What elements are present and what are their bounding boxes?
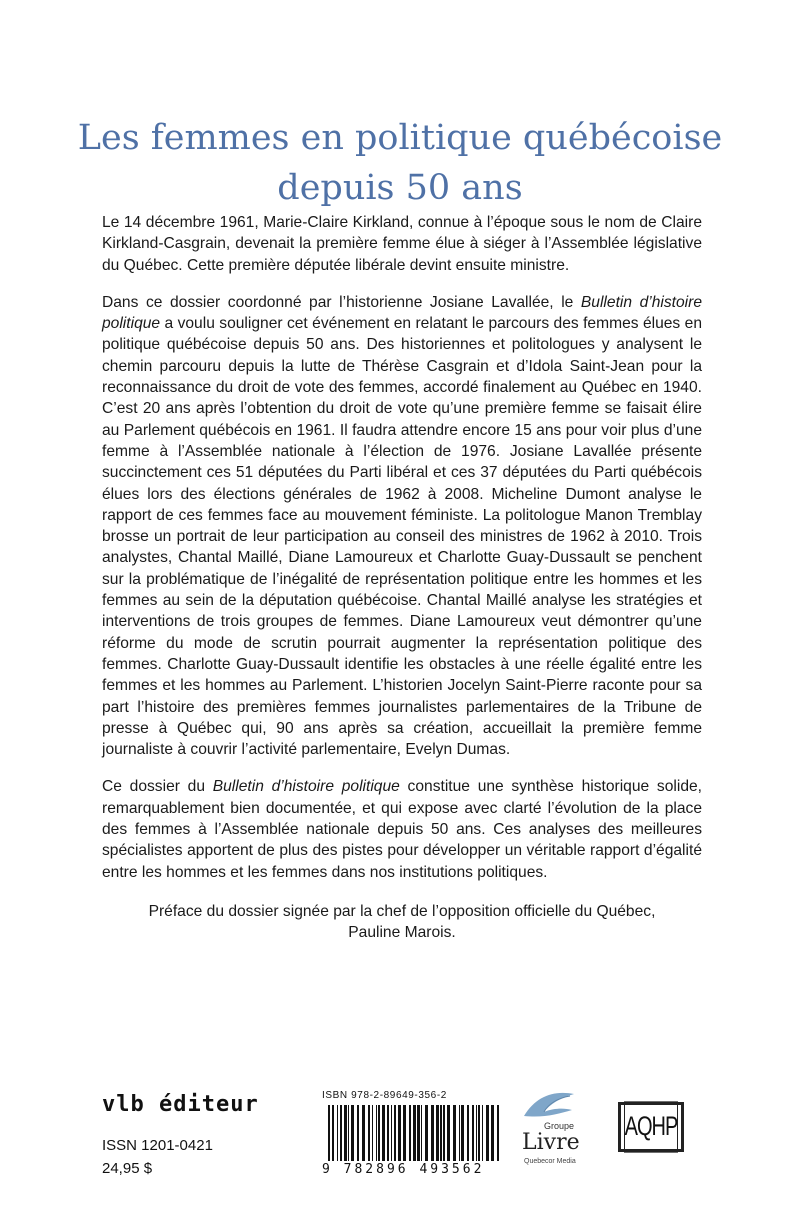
- description-body: [102, 212, 702, 960]
- title-line-2: depuis 50 ans: [277, 168, 523, 209]
- barcode-bar: [447, 1105, 450, 1161]
- issn-number: ISSN 1201-0421: [102, 1137, 213, 1154]
- barcode-bar: [417, 1105, 420, 1161]
- paragraph-synthesis: [102, 776, 702, 882]
- barcode-bar: [344, 1105, 347, 1161]
- barcode-bar: [394, 1105, 396, 1161]
- quebecor-label: Quebecor Media: [524, 1158, 576, 1165]
- barcode-bar: [476, 1105, 477, 1161]
- barcode-bar: [491, 1105, 494, 1161]
- barcode-bar: [376, 1105, 377, 1161]
- barcode-bar: [337, 1105, 338, 1161]
- barcode-bar: [351, 1105, 354, 1161]
- aqhp-label: AQHP: [624, 1101, 678, 1152]
- barcode-bar: [391, 1105, 392, 1161]
- p3-text-before: Ce dossier du: [102, 778, 213, 796]
- barcode-bar: [372, 1105, 373, 1161]
- barcode-digits: 9 782896 493562: [322, 1162, 485, 1177]
- p3-text-after: constitue une synthèse historique solide, remarquablement bien documentée, et qui expose avec clarté l’évolution de la place des femmes à l’Assemblée nationale depuis 50 ans. Ces analyses des meilleures spécialistes apportent de plus des pistes pour développer un véritable rapport d’égalité entre les hommes et les femmes dans nos institutions politiques.: [102, 778, 702, 881]
- isbn-label: ISBN 978-2-89649-356-2: [322, 1090, 447, 1101]
- price: 24,95 $: [102, 1160, 153, 1177]
- preface-credit: [102, 901, 702, 944]
- aqhp-logo: [618, 1102, 684, 1152]
- preface-credit-line-2: Pauline Marois.: [348, 924, 456, 942]
- barcode-bar: [478, 1105, 480, 1161]
- paragraph-intro: Le 14 décembre 1961, Marie-Claire Kirkland, connue à l’époque sous le nom de Claire Kirkland-Casgrain, devenait la première femme élue à siéger à l’Assemblée législative du Québec. Cette première députée libérale devint ensuite ministre.: [102, 214, 702, 274]
- isbn-barcode: [322, 1090, 506, 1177]
- groupe-label: Groupe: [544, 1121, 575, 1131]
- vlb-editeur-logo: vlb éditeur: [102, 1092, 259, 1117]
- groupe-livre-logo: [514, 1086, 592, 1172]
- barcode-bars-icon: [322, 1105, 506, 1161]
- barcode-bar: [340, 1105, 342, 1161]
- livre-label: Livre: [522, 1130, 580, 1155]
- barcode-bar: [467, 1105, 469, 1161]
- barcode-bar: [348, 1105, 349, 1161]
- barcode-bar: [332, 1105, 334, 1161]
- p2-text-after: a voulu souligner cet événement en relatant le parcours des femmes élues en politique québécoise depuis 50 ans. Des historiennes et politologues y analysent le chemin parcouru depuis la lutte de Thérèse Casgrain et d’Idola Saint-Jean pour la reconnaissance du droit de vote des femmes, accordé finalement au Québec en 1940. C’est 20 ans après l’obtention du droit de vote qu’une première femme se faisait élire au Parlement québécois en 1961. Il faudra attendre encore 15 ans pour voir plus d’une femme à l’Assemblée nationale à l’élection de 1976. Josiane Lavallée présente succinctement ces 51 députées du Parti libéral et ces 37 députées du Parti québécois élues lors des élections générales de 1962 à 2008. Micheline Dumont analyse le rapport de ces femmes face au mouvement féministe. La politologue Manon Tremblay brosse un portrait de leur participation au conseil des ministres de 1962 à 2010. Trois analystes, Chantal Maillé, Diane Lamoureux et Charlotte Guay-Dussault se penchent sur la problématique de l’inégalité de représentation politique entre les hommes et les femmes au sein de la députation québécoise. Chantal Maillé analyse les stratégies et interventions de trois groupes de femmes. Diane Lamoureux veut démontrer qu’une réforme du mode de scrutin pourrait augmenter la représentation politique des femmes. Charlotte Guay-Dussault identifie les obstacles à une réelle égalité entre les femmes et les hommes au Parlement. L’historien Jocelyn Saint-Pierre raconte pour sa part l’histoire des premières femmes journalistes parlementaires de la Tribune de presse à Québec qui, 90 ans après sa création, accueillait la première femme journaliste à couvrir l’activité parlementaire, Evelyn Dumas.: [102, 315, 702, 759]
- barcode-bar: [443, 1105, 445, 1161]
- p3-bulletin-title: Bulletin d’histoire politique: [212, 778, 400, 796]
- publisher-info: [102, 1092, 302, 1177]
- barcode-bar: [497, 1105, 499, 1161]
- barcode-bar: [409, 1105, 411, 1161]
- barcode-bar: [486, 1105, 489, 1161]
- barcode-bar: [413, 1105, 416, 1161]
- page-title: [60, 113, 740, 213]
- barcode-bar: [398, 1105, 401, 1161]
- barcode-bar: [382, 1105, 385, 1161]
- barcode-bar: [387, 1105, 389, 1161]
- barcode-bar: [357, 1105, 359, 1161]
- barcode-bar: [453, 1105, 456, 1161]
- barcode-bar: [425, 1105, 428, 1161]
- barcode-bar: [440, 1105, 442, 1161]
- barcode-bar: [472, 1105, 474, 1161]
- barcode-bar: [461, 1105, 464, 1161]
- barcode-bar: [368, 1105, 370, 1161]
- barcode-bar: [421, 1105, 422, 1161]
- paragraph-dossier: [102, 292, 702, 761]
- title-line-1: Les femmes en politique québécoise: [77, 118, 723, 159]
- barcode-bar: [378, 1105, 380, 1161]
- p2-bulletin-title: Bulletin d’histoire politique: [102, 293, 702, 333]
- barcode-bar: [436, 1105, 439, 1161]
- preface-credit-line-1: Préface du dossier signée par la chef de l’opposition officielle du Québec,: [148, 902, 656, 920]
- barcode-bar: [403, 1105, 406, 1161]
- barcode-bar: [431, 1105, 434, 1161]
- barcode-bar: [328, 1105, 330, 1161]
- barcode-bar: [482, 1105, 483, 1161]
- barcode-bar: [362, 1105, 365, 1161]
- p2-text-before: Dans ce dossier coordonné par l’historienne Josiane Lavallée, le: [102, 293, 581, 311]
- bird-icon: [514, 1086, 592, 1126]
- barcode-bar: [459, 1105, 460, 1161]
